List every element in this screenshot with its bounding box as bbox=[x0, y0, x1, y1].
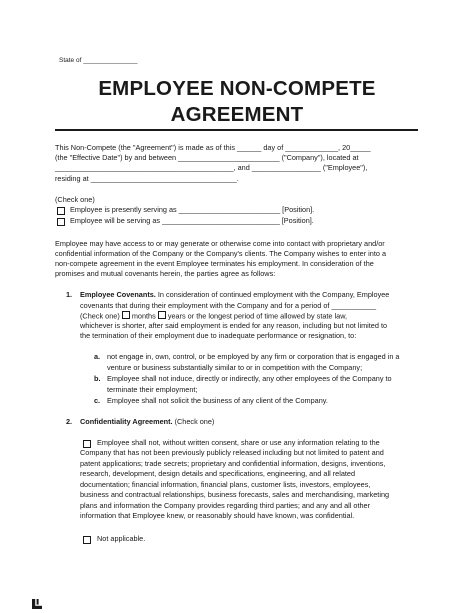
item-c-label: c. bbox=[94, 396, 101, 405]
intro-line-4: residing at ____________________________________. bbox=[55, 174, 239, 183]
item-b-line-1: Employee shall not induce, directly or indirectly, any other employees of the Company to bbox=[107, 374, 392, 383]
years-label: years or the longest period of time allowed by state law, bbox=[167, 311, 348, 321]
confidentiality-line-5: documentation; financial information, financial plans, customer lists, investors, employees, bbox=[80, 480, 371, 489]
access-line-4: promises and mutual covenants herein, the parties agree as follows: bbox=[55, 269, 276, 278]
section-1-line-3 bbox=[80, 311, 347, 322]
access-line-1: Employee may have access to or may generate or otherwise come into contact with proprietary and/or bbox=[55, 239, 385, 248]
item-a-label: a. bbox=[94, 352, 101, 361]
confidentiality-line-1: Employee shall not, without written consent, share or use any information relating to the bbox=[97, 438, 380, 447]
section-2-number: 2. bbox=[66, 417, 73, 426]
section-1-line-2: covenants that during their employment with the Company and for a period of ___________ bbox=[80, 301, 377, 310]
months-checkbox[interactable] bbox=[122, 311, 130, 319]
confidentiality-line-4: research, development, design details and specifications, engineering, and all related bbox=[80, 469, 356, 478]
access-line-2: confidential information of the Company or the Company's clients. The Company wishes to enter into a bbox=[55, 249, 387, 258]
item-b-line-2: terminate their employment; bbox=[107, 385, 198, 394]
section-1-heading: Employee Covenants. bbox=[80, 290, 156, 299]
item-b-label: b. bbox=[94, 374, 101, 383]
months-label: months bbox=[131, 311, 156, 321]
confidentiality-line-8: information that Employee knew, or reasonably should have known, was confidential. bbox=[80, 511, 355, 520]
check-one-label: (Check one) bbox=[55, 195, 95, 204]
section-1-line-5: the termination of their employment due to inadequate performance or resignation, to: bbox=[80, 331, 357, 340]
section-1-line-1 bbox=[80, 290, 389, 300]
confidentiality-line-7: plans and information the Company provides regarding third parties; and any and all other bbox=[80, 501, 371, 510]
presently-serving-checkbox[interactable] bbox=[57, 207, 65, 215]
access-line-3: non-compete agreement in the event Employee terminates his employment. In consideration of the bbox=[55, 259, 374, 268]
intro-line-3: ____________________________________________, and _________________ ("Employee"), bbox=[55, 163, 368, 172]
intro-line-2: (the "Effective Date") by and between _________________________ ("Company"), located at bbox=[55, 153, 359, 162]
item-a-line-1: not engage in, own, control, or be employed by any firm or corporation that is engaged in a bbox=[107, 352, 400, 361]
not-applicable-text: Not applicable. bbox=[97, 534, 146, 543]
period-check-one: (Check one) bbox=[80, 311, 120, 321]
section-1-number: 1. bbox=[66, 290, 73, 299]
title-line-2: AGREEMENT bbox=[170, 103, 304, 126]
section-2-heading: Confidentiality Agreement. bbox=[80, 417, 173, 426]
years-checkbox[interactable] bbox=[158, 311, 166, 319]
intro-line-1: This Non-Compete (the "Agreement") is made as of this ______ day of _____________, 20_____ bbox=[55, 143, 371, 152]
confidentiality-line-6: business and contractual relationships, business forecasts, sales and merchandising, marketing bbox=[80, 490, 390, 499]
item-a-line-2: venture or business substantially similar to or in competition with the Company; bbox=[107, 363, 363, 372]
confidentiality-line-2: Company that has not been previously publicly released including but not limited to patent and bbox=[80, 448, 384, 457]
not-applicable-checkbox[interactable] bbox=[83, 536, 91, 544]
item-c-line-1: Employee shall not solicit the business of any client of the Company. bbox=[107, 396, 328, 405]
title-rule bbox=[55, 129, 418, 131]
will-serve-text: Employee will be serving as _____________________________ [Position]. bbox=[70, 216, 314, 225]
section-1-line-1-rest: In consideration of continued employment with the Company, Employee bbox=[157, 290, 390, 299]
title-line-1: EMPLOYEE NON-COMPETE bbox=[98, 77, 376, 100]
brand-logo-icon bbox=[32, 599, 42, 609]
state-line: State of _______________ bbox=[59, 57, 138, 64]
section-2-check-one: (Check one) bbox=[174, 417, 215, 426]
confidentiality-checkbox[interactable] bbox=[83, 440, 91, 448]
section-2-line-1 bbox=[80, 417, 214, 427]
confidentiality-line-3: patent applications; trade secrets; proprietary and confidential information, designs, inventions, bbox=[80, 459, 386, 468]
section-1-line-4: whichever is shorter, after said employment is ended for any reason, including but not limited to bbox=[80, 321, 388, 330]
presently-serving-text: Employee is presently serving as _________________________ [Position]. bbox=[70, 205, 315, 214]
will-serve-checkbox[interactable] bbox=[57, 218, 65, 226]
